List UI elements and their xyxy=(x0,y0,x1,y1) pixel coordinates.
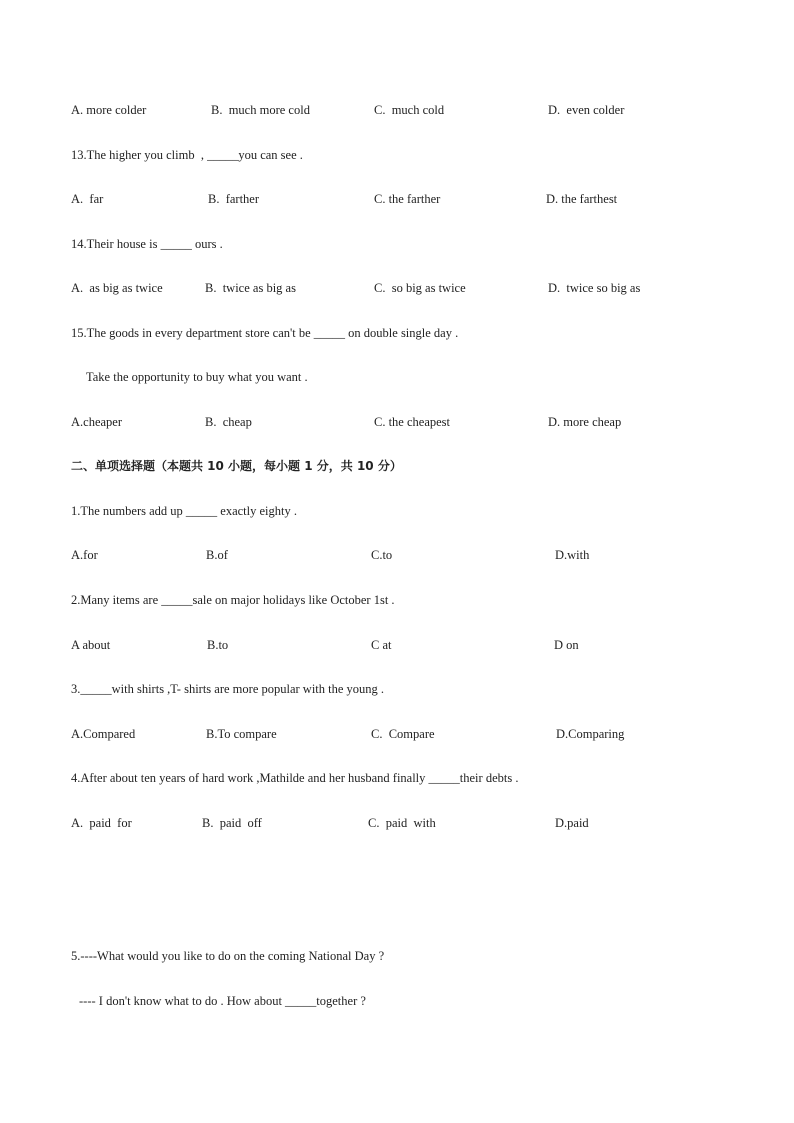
option-c: C.to xyxy=(371,548,393,562)
option-c: C. Compare xyxy=(371,727,435,741)
question-stem-continued: Take the opportunity to buy what you want . xyxy=(86,370,308,384)
option-c: C. much cold xyxy=(374,103,445,117)
question-stem-continued: ---- I don't know what to do . How about _____together ? xyxy=(79,994,366,1008)
option-c: C. so big as twice xyxy=(374,281,466,295)
option-a: A about xyxy=(71,638,111,652)
option-a: A. as big as twice xyxy=(71,281,163,295)
option-b: B.To compare xyxy=(206,727,277,741)
option-b: B. cheap xyxy=(205,415,252,429)
question-stem: 3._____with shirts ,T- shirts are more popular with the young . xyxy=(71,682,385,696)
option-d: D.Comparing xyxy=(556,727,625,741)
option-c: C at xyxy=(371,638,392,652)
option-a: A.for xyxy=(71,548,98,562)
option-b: B. much more cold xyxy=(211,103,310,117)
option-b: B.of xyxy=(206,548,228,562)
option-d: D.paid xyxy=(555,816,589,830)
option-d: D. twice so big as xyxy=(548,281,641,295)
option-a: A.Compared xyxy=(71,727,136,741)
option-d: D. more cheap xyxy=(548,415,622,429)
question-stem: 2.Many items are _____sale on major holidays like October 1st . xyxy=(71,593,395,607)
option-d: D. the farthest xyxy=(546,192,618,206)
option-a: A.cheaper xyxy=(71,415,123,429)
question-stem: 14.Their house is _____ ours . xyxy=(71,237,223,251)
option-b: B.to xyxy=(207,638,229,652)
option-b: B. twice as big as xyxy=(205,281,296,295)
question-stem: 4.After about ten years of hard work ,Mathilde and her husband finally _____their debts . xyxy=(71,771,519,785)
option-b: B. paid off xyxy=(202,816,262,830)
option-d: D on xyxy=(554,638,579,652)
option-c: C. paid with xyxy=(368,816,436,830)
section-heading: 二、单项选择题（本题共 10 小题，每小题 1 分，共 10 分） xyxy=(71,459,402,473)
option-a: A. more colder xyxy=(71,103,147,117)
question-stem: 13.The higher you climb , _____you can see . xyxy=(71,148,303,162)
option-b: B. farther xyxy=(208,192,260,206)
question-stem: 5.----What would you like to do on the coming National Day ? xyxy=(71,949,385,963)
question-stem: 15.The goods in every department store can't be _____ on double single day . xyxy=(71,326,459,340)
option-a: A. paid for xyxy=(71,816,132,830)
option-c: C. the cheapest xyxy=(374,415,451,429)
question-stem: 1.The numbers add up _____ exactly eighty . xyxy=(71,504,297,518)
option-c: C. the farther xyxy=(374,192,441,206)
option-a: A. far xyxy=(71,192,104,206)
option-d: D. even colder xyxy=(548,103,625,117)
option-d: D.with xyxy=(555,548,590,562)
